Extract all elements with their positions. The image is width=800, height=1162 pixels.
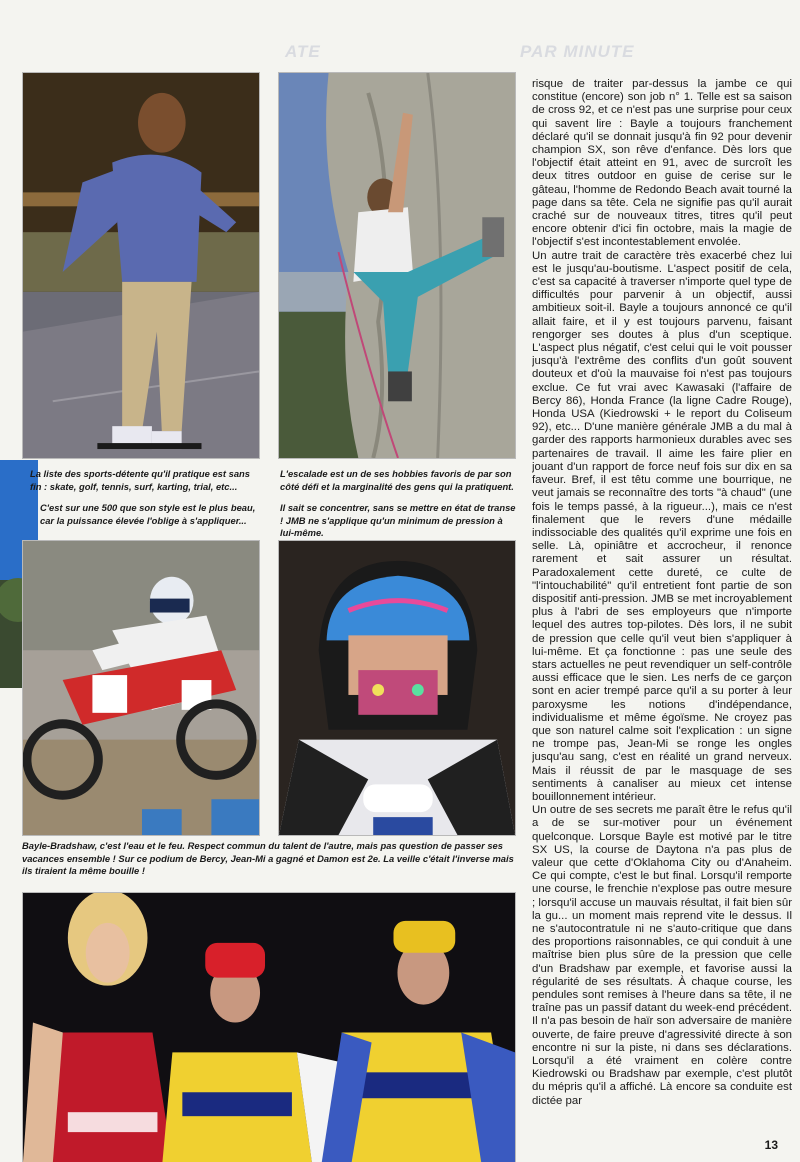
article-paragraph: Un outre de ses secrets me paraît être le refus qu'il a de se sur-motiver pour un événement quelconque. Lorsque Bayle est motivé par le titre SX US, la course de Daytona n'a pas plus de valeur que cette d'Oklahoma City ou d'Anaheim. Ce qui compte, c'est le but final. Lorsqu'il remporte une course, le frenchie n'explose pas outre mesure ; lorsqu'il accuse un mauvais résultat, il fait bien sûr la gu... un moment mais reprend vite le dessus. Il ne s'autocontratule ni ne s'auto-critique que dans des proportions raisonnables, ce qui conduit à une maîtrise bien plus sûre de la pression que celle d'un Bradshaw par exemple, et favorise aussi la régularité de ses résultats. À chaque course, les pendules sont remises à l'heure dans sa tête, il ne traîne pas un passif datant du week-end précédent. Il n'a pas besoin de haïr son adversaire de manière ouverte, de faire preuve d'agressivité directe à son encontre ni sur la piste, ni dans ses déclarations. Lorsqu'il a été vraiment en colère contre Kiedrowski ou Bradshaw par exemple, c'est plutôt du mépris qu'il a affiché. Là encore sa conduite est dictée par — [532, 804, 792, 1107]
photo-rock-climber — [278, 72, 516, 459]
caption-podium-text: Bayle-Bradshaw, c'est l'eau et le feu. Respect commun du talent de l'autre, mais pas question de passer ses vacances ensemble ! Sur ce podium de Bercy, Jean-Mi a gagné et Damon est 2e. La veille c'était l'inverse mais ils tiraient la même bouille ! — [22, 840, 514, 877]
photo-motocross-rider — [22, 540, 260, 836]
caption-climb-line1: L'escalade est un de ses hobbies favoris de par son côté défi et la marginalité des gens qui la pratiquent. — [280, 468, 514, 492]
article-paragraph: risque de traiter par-dessus la jambe ce qui constitue (encore) son job n° 1. Telle est sa saison de cross 92, et ce n'est pas une surprise pour ceux qui savent lire : Bayle a toujours franchement déclaré qu'il se donnait jusqu'à fin 92 pour devenir champion SX, son rêve d'enfance. Dès lors que l'objectif était atteint en 91, avec de surcroît les deux titres outdoor en guise de cerise sur le gâteau, l'homme de Redondo Beach avait tourné la page dans sa tête. Cela ne signifie pas qu'il aurait craché sur de nouveaux titres, titres qu'il peut encore obtenir d'ici fin octobre, mais la magie de l'objectif s'est incontestablement envolée. — [532, 78, 792, 249]
caption-podium — [22, 840, 522, 887]
caption-skate-line1: La liste des sports-détente qu'il pratique est sans fin : skate, golf, tennis, surf, karting, trial, etc... — [30, 468, 250, 492]
photo-helmet-portrait — [278, 540, 516, 836]
article-column — [532, 78, 792, 1148]
caption-skate-line2: C'est sur une 500 que son style est le plus beau, car la puissance élevée l'oblige à s'appliquer... — [40, 502, 256, 526]
article-paragraph: Un autre trait de caractère très exacerbé chez lui est le jusqu'au-boutisme. L'aspect positif de cela, c'est sa capacité à traverser n'importe quel type de difficultés pour parvenir à un objectif, aussi ambitieux soit-il. Bayle a toujours annoncé ce qu'il allait faire, et il y est toujours parvenu, faisant rengorger ses doutes à plus d'un sceptique. L'aspect plus négatif, c'est celui qui le voit pousser jusqu'à l'extrême des conflits d'un goût souvent douteux et d'où la mauvaise foi n'est pas toujours exclue. Ce fut vrai avec Kawasaki (l'affaire de Bercy 86), Honda France (la ligne Cadre Rouge), Honda USA (Kiedrowski + le report du Coliseum 92), etc... D'une manière générale JMB a du mal à garder des rapports harmonieux durables avec ses partenaires de travail. Il aime les faire plier en jouant d'un rapport de force neuf fois sur dix en sa faveur. Bref, il est têtu comme une bourrique, ne veut jamais se reconnaître des torts "à chaud" (une fois le temps passé, à la rigueur...), mais ce n'est finalement que le revers d'une médaille indissociable des qualités qu'il exprime une fois en selle. Là, opiniâtre et accrocheur, il renonce rarement et sait assurer un résultat. Paradoxalement cette dureté, ce culte de "l'intouchabilité" qu'il entretient font partie de son dispositif anti-pression. JMB se met incroyablement plus à l'abri de ses employeurs que n'importe lequel des autres top-pilotes. Dès lors, il ne subit de pression que celle qu'il veut bien s'appliquer à lui-même. Et ça fonctionne : pas une seule des stars actuelles ne peut revendiquer un self-contrôle aussi efficace que le sien. Les nerfs de ce garçon sont en acier trempé parce qu'il a su porter à leur paroxysme les notions d'indépendance, individualisme et même égoïsme. Ne croyez pas que son naturel calme soit l'explication : un signe ne trompe pas, Jean-Mi se ronge les ongles jusqu'au sang, c'est en réalité un grand nerveux. Mais il réussit de par le masquage de ses sentiments à canaliser au mieux cet intense bouillonnement intérieur. — [532, 249, 792, 803]
photo-skateboarder — [22, 72, 260, 459]
show-through-text: PAR MINUTE — [520, 42, 635, 61]
caption-climb-line2: Il sait se concentrer, sans se mettre en état de transe ! JMB ne s'applique qu'un minimum de pression à lui-même. — [280, 502, 516, 539]
show-through-text: ATE — [285, 42, 321, 61]
caption-skate — [30, 468, 260, 536]
page-number: 13 — [764, 1138, 778, 1152]
caption-climb — [280, 468, 516, 549]
photo-podium — [22, 892, 516, 1162]
